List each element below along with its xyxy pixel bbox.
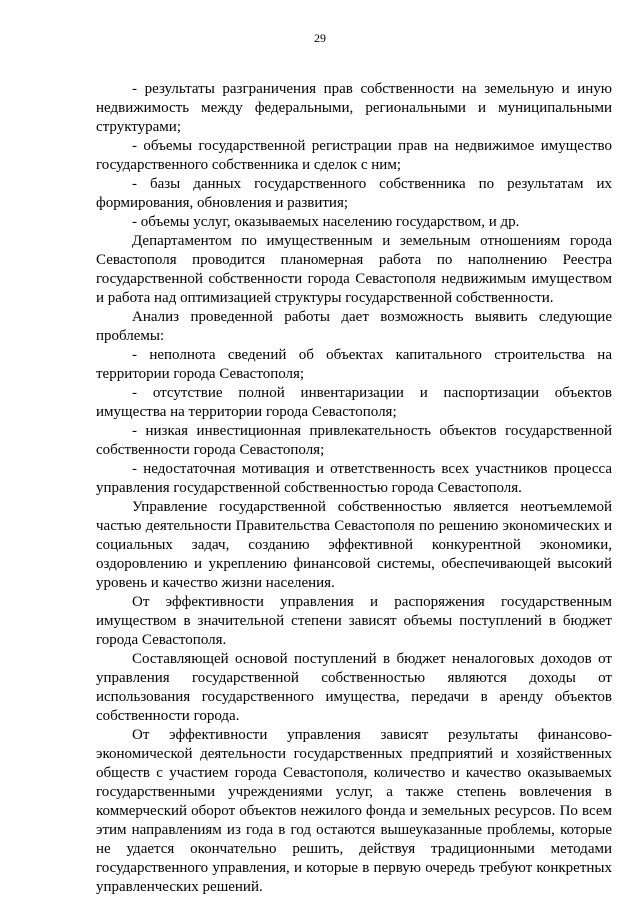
paragraph: От эффективности управления и распоряжения государственным имуществом в значительной степени зависят объемы поступлений в бюджет города Севастополя. (96, 594, 612, 648)
paragraph: - недостаточная мотивация и ответственность всех участников процесса управления государственной собственностью города Севастополя. (96, 461, 612, 496)
paragraph: - отсутствие полной инвентаризации и паспортизации объектов имущества на территории города Севастополя; (96, 385, 612, 420)
body-text (96, 80, 612, 897)
paragraph: - неполнота сведений об объектах капитального строительства на территории города Севастополя; (96, 347, 612, 382)
paragraph: Составляющей основой поступлений в бюджет неналоговых доходов от управления государственной собственностью являются доходы от использования государственного имущества, передачи в аренду объектов собственности города. (96, 651, 612, 724)
paragraph: - результаты разграничения прав собственности на земельную и иную недвижимость между федеральными, региональными и муниципальными структурами; (96, 81, 612, 135)
paragraph: - объемы государственной регистрации прав на недвижимое имущество государственного собственника и сделок с ним; (96, 138, 612, 173)
paragraph: - низкая инвестиционная привлекательность объектов государственной собственности города Севастополя; (96, 423, 612, 458)
paragraph: - объемы услуг, оказываемых населению государством, и др. (132, 214, 520, 230)
page-number: 29 (314, 31, 326, 45)
paragraph: - базы данных государственного собственника по результатам их формирования, обновления и развития; (96, 176, 612, 211)
paragraph: Управление государственной собственностью является неотъемлемой частью деятельности Правительства Севастополя по решению экономических и социальных задач, созданию эффективной конкурентной экономики, оздоровлению и укреплению финансовой системы, обеспечивающей высокий уровень и качество жизни населения. (96, 499, 612, 591)
paragraph: Департаментом по имущественным и земельным отношениям города Севастополя проводится планомерная работа по наполнению Реестра государственной собственности города Севастополя недвижимым имуществом и работа над оптимизацией структуры государственной собственности. (96, 233, 612, 306)
paragraph: От эффективности управления зависят результаты финансово-экономической деятельности государственных предприятий и хозяйственных обществ с участием города Севастополя, количество и качество оказываемых государственными учреждениями услуг, а также степень вовлечения в коммерческий оборот объектов нежилого фонда и земельных ресурсов. По всем этим направлениям из года в год остаются вышеуказанные проблемы, которые не удается окончательно решить, действуя традиционными методами государственного управления, и которые в первую очередь требуют конкретных управленческих решений. (96, 727, 612, 895)
paragraph: Анализ проведенной работы дает возможность выявить следующие проблемы: (96, 309, 612, 344)
